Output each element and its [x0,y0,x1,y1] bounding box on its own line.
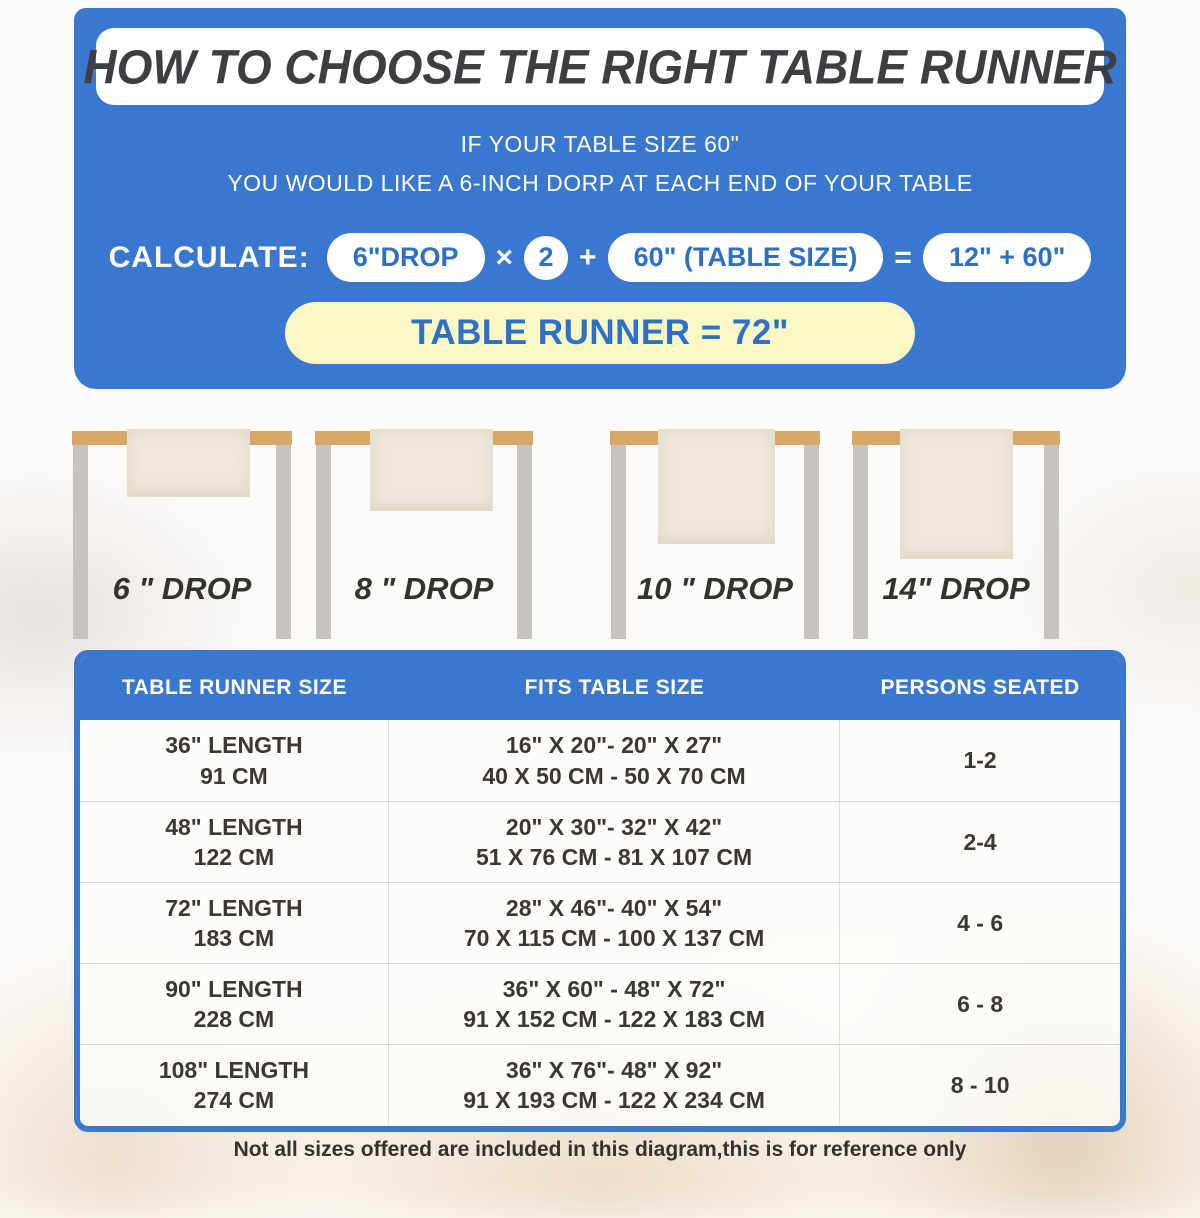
table-row [80,882,1120,963]
persons-cell [840,1045,1120,1125]
fits-inches: 16" X 20"- 20" X 27" [505,732,723,759]
table-size-pill: 60" (TABLE SIZE) [608,233,884,282]
title-banner [83,28,1117,105]
fits-size-cell [389,964,840,1044]
drop-label: 14" DROP [882,571,1030,606]
fits-inches: 36" X 60" - 48" X 72" [502,975,726,1002]
length-inches: 90" LENGTH [165,975,303,1002]
times-sign: × [495,240,514,274]
table-header-row [80,656,1120,720]
fits-inches: 36" X 76"- 48" X 92" [505,1056,723,1083]
runner-size-cell [80,964,389,1044]
fits-inches: 28" X 46"- 40" X 54" [505,894,723,921]
fits-size-cell [389,802,840,882]
persons-count: 2-4 [963,828,997,855]
subtitle-line-1: IF YOUR TABLE SIZE 60" [460,131,740,157]
persons-count: 1-2 [963,747,997,774]
persons-count: 4 - 6 [957,909,1004,936]
table-leg [804,445,819,639]
runner-size-cell [80,1045,389,1125]
length-inches: 108" LENGTH [158,1056,310,1083]
fits-inches: 20" X 30"- 32" X 42" [505,813,723,840]
runner-size-cell [80,802,389,882]
calculate-label: CALCULATE: [108,240,310,274]
table-runner [900,429,1013,559]
fits-cm: 40 X 50 CM - 50 X 70 CM [482,762,746,789]
subtitle-line-2: YOU WOULD LIKE A 6-INCH DORP AT EACH END OF YOUR TABLE [227,170,973,196]
size-reference-table [74,650,1126,1132]
result-pill: TABLE RUNNER = 72" [285,302,915,364]
table-leg [517,445,532,639]
table-leg [73,445,88,639]
length-inches: 36" LENGTH [165,732,303,759]
drop-illustration-8in [315,431,533,661]
fits-cm: 51 X 76 CM - 81 X 107 CM [475,844,753,870]
calculation-formula [74,233,1126,282]
persons-cell [840,964,1120,1044]
multiplier-circle: 2 [524,236,568,280]
drop-label: 10 " DROP [637,571,793,606]
drop-label: 6 " DROP [112,571,252,606]
table-runner [127,429,250,497]
drop-illustration-10in [610,431,820,661]
column-header-persons-seated: PERSONS SEATED [880,676,1080,699]
table-row [80,801,1120,882]
table-leg [853,445,868,639]
fits-size-cell [389,1045,840,1125]
length-cm: 228 CM [193,1006,275,1032]
length-cm: 183 CM [193,925,275,951]
fits-cm: 70 X 115 CM - 100 X 137 CM [463,925,765,951]
instruction-panel [74,8,1126,389]
column-header-fits-table-size: FITS TABLE SIZE [524,676,705,699]
plus-sign: + [579,240,597,274]
length-inches: 48" LENGTH [165,813,303,840]
sum-pill: 12" + 60" [923,233,1091,282]
equals-sign: = [894,240,912,274]
runner-size-cell [80,720,389,801]
runner-size-cell [80,883,389,963]
length-inches: 72" LENGTH [165,894,303,921]
fits-cm: 91 X 152 CM - 122 X 183 CM [463,1006,765,1032]
table-leg [276,445,291,639]
fits-size-cell [389,883,840,963]
column-header-runner-size: TABLE RUNNER SIZE [121,676,347,699]
fits-size-cell [389,720,840,801]
reference-footnote: Not all sizes offered are included in this diagram,this is for reference only [233,1138,967,1161]
persons-count: 6 - 8 [957,990,1004,1017]
table-row [80,1044,1120,1125]
drop-label: 8 " DROP [354,571,494,606]
table-leg [316,445,331,639]
fits-cm: 91 X 193 CM - 122 X 234 CM [463,1087,765,1113]
persons-cell [840,720,1120,801]
drop-illustration-14in [852,431,1060,661]
page-title: HOW TO CHOOSE THE RIGHT TABLE RUNNER [83,39,1117,94]
table-row [80,720,1120,801]
drop-value-pill: 6"DROP [327,233,485,282]
length-cm: 274 CM [193,1087,275,1113]
length-cm: 91 CM [200,762,268,789]
persons-cell [840,883,1120,963]
drop-illustration-6in [72,431,292,661]
table-runner [658,429,775,544]
table-runner [370,429,493,511]
table-leg [1044,445,1059,639]
table-row [80,963,1120,1044]
table-leg [611,445,626,639]
length-cm: 122 CM [193,844,275,870]
persons-count: 8 - 10 [950,1071,1010,1098]
persons-cell [840,802,1120,882]
